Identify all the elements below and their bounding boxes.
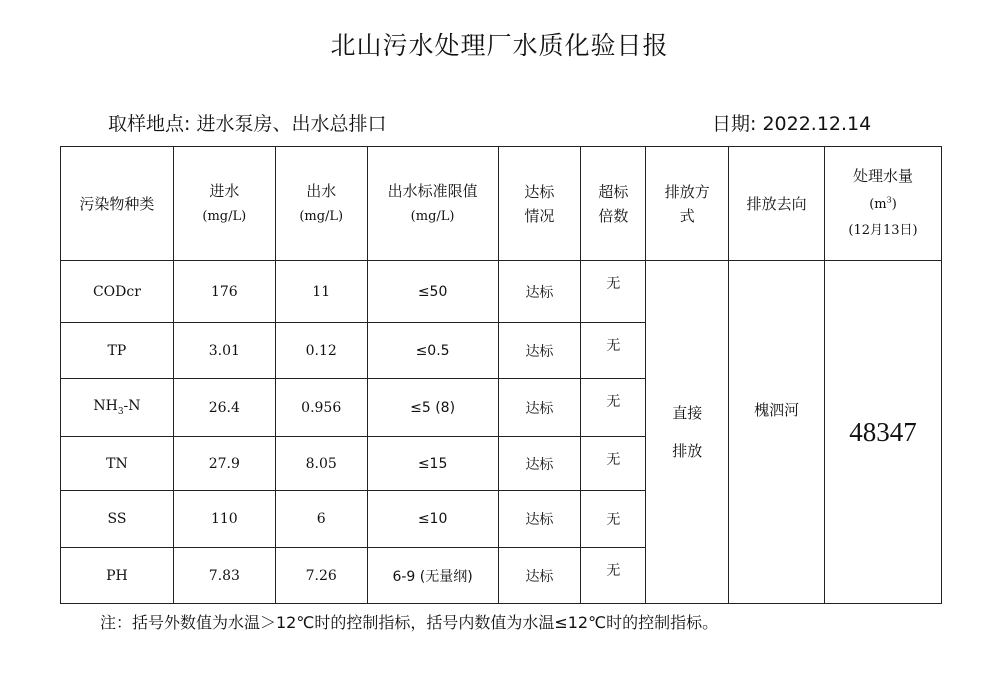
exceed-multiple: 无 <box>581 437 646 491</box>
report-date: 日期: 2022.12.14 <box>712 113 872 135</box>
header-row <box>61 147 942 261</box>
report-title: 北山污水处理厂水质化验日报 <box>330 31 669 60</box>
limit-value: ≤10 <box>367 491 498 548</box>
pollutant-name: TN <box>61 437 174 491</box>
compliance-status: 达标 <box>498 323 581 379</box>
pollutant-name: SS <box>61 491 174 548</box>
effluent-value: 0.12 <box>275 323 367 379</box>
header-discharge-mode: 排放方 式 <box>646 147 729 261</box>
influent-value: 3.01 <box>173 323 275 379</box>
header-destination: 排放去向 <box>729 147 825 261</box>
effluent-value: 8.05 <box>275 437 367 491</box>
compliance-status: 达标 <box>498 491 581 548</box>
exceed-multiple: 无 <box>581 379 646 437</box>
header-limit: 出水标准限值 (mg/L) <box>367 147 498 261</box>
discharge-mode-cell: 直接 排放 <box>646 261 729 604</box>
header-pollutant: 污染物种类 <box>61 147 174 261</box>
water-quality-table <box>60 146 942 604</box>
limit-value: ≤50 <box>367 261 498 323</box>
exceed-multiple: 无 <box>581 491 646 548</box>
influent-value: 110 <box>173 491 275 548</box>
pollutant-name: PH <box>61 548 174 604</box>
compliance-status: 达标 <box>498 548 581 604</box>
table-row <box>61 261 942 323</box>
limit-value: 6-9 (无量纲) <box>367 548 498 604</box>
pollutant-name: CODcr <box>61 261 174 323</box>
header-influent: 进水 (mg/L) <box>173 147 275 261</box>
influent-value: 26.4 <box>173 379 275 437</box>
limit-value: ≤15 <box>367 437 498 491</box>
influent-value: 176 <box>173 261 275 323</box>
header-exceed: 超标 倍数 <box>581 147 646 261</box>
sampling-location: 取样地点: 进水泵房、出水总排口 <box>108 113 387 135</box>
footnote: 注：括号外数值为水温＞12℃时的控制指标，括号内数值为水温≤12℃时的控制指标。 <box>100 613 719 632</box>
influent-value: 27.9 <box>173 437 275 491</box>
compliance-status: 达标 <box>498 379 581 437</box>
influent-value: 7.83 <box>173 548 275 604</box>
effluent-value: 11 <box>275 261 367 323</box>
effluent-value: 6 <box>275 491 367 548</box>
exceed-multiple: 无 <box>581 261 646 323</box>
compliance-status: 达标 <box>498 437 581 491</box>
effluent-value: 0.956 <box>275 379 367 437</box>
effluent-value: 7.26 <box>275 548 367 604</box>
limit-value: ≤5 (8) <box>367 379 498 437</box>
compliance-status: 达标 <box>498 261 581 323</box>
header-effluent: 出水 (mg/L) <box>275 147 367 261</box>
pollutant-name: $NH_3-N$ <box>61 379 174 437</box>
exceed-multiple: 无 <box>581 323 646 379</box>
header-compliance: 达标 情况 <box>498 147 581 261</box>
exceed-multiple: 无 <box>581 548 646 604</box>
header-volume: 处理水量 $(m^3)$ (12月13日) <box>825 147 942 261</box>
pollutant-name: TP <box>61 323 174 379</box>
limit-value: ≤0.5 <box>367 323 498 379</box>
destination-cell: 槐泗河 <box>729 261 825 604</box>
treated-volume: 48347 <box>825 261 942 604</box>
